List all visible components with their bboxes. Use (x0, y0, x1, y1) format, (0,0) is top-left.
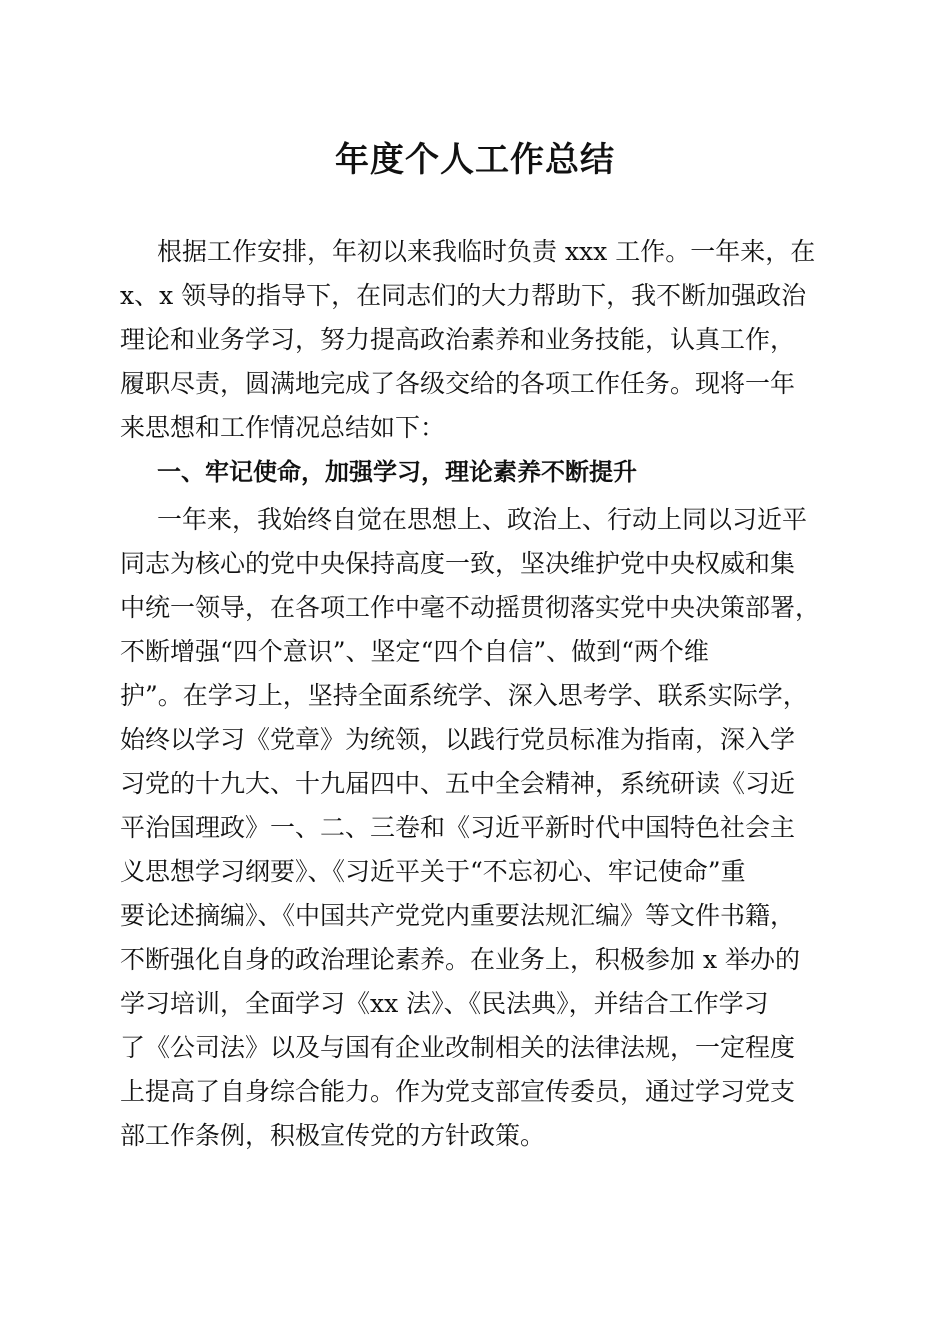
body-line: 习党的十九大、十九届四中、五中全会精神，系统研读《习近 (120, 769, 796, 798)
body-line: 不断强化自身的政治理论素养。在业务上，积极参加 x 举办的 (120, 945, 800, 974)
body-line: 义思想学习纲要》、《习近平关于“不忘初心、牢记使命”重 (120, 857, 746, 886)
body-line: 一年来，我始终自觉在思想上、政治上、行动上同以习近平 (157, 505, 808, 534)
body-line: 上提高了自身综合能力。作为党支部宣传委员，通过学习党支 (120, 1077, 796, 1106)
body-line: 学习培训，全面学习《xx 法》、《民法典》，并结合工作学习 (120, 989, 769, 1018)
body-line: 护”。在学习上，坚持全面系统学、深入思考学、联系实际学， (120, 681, 808, 710)
intro-line: 理论和业务学习，努力提高政治素养和业务技能，认真工作， (120, 325, 796, 354)
body-line: 始终以学习《党章》为统领，以践行党员标准为指南，深入学 (120, 725, 796, 754)
body-line: 要论述摘编》、《中国共产党党内重要法规汇编》等文件书籍， (120, 901, 796, 930)
intro-line: 根据工作安排，年初以来我临时负责 xxx 工作。一年来，在 (157, 237, 816, 266)
intro-line: 履职尽责，圆满地完成了各级交给的各项工作任务。现将一年 (120, 369, 796, 398)
body-line: 平治国理政》一、二、三卷和《习近平新时代中国特色社会主 (120, 813, 796, 842)
section-heading: 一、牢记使命，加强学习，理论素养不断提升 (157, 458, 637, 486)
body-line: 中统一领导，在各项工作中毫不动摇贯彻落实党中央决策部署， (120, 593, 821, 622)
body-line: 部工作条例，积极宣传党的方针政策。 (120, 1121, 546, 1150)
body-line: 同志为核心的党中央保持高度一致，坚决维护党中央权威和集 (120, 549, 796, 578)
body-line: 了《公司法》以及与国有企业改制相关的法律法规，一定程度 (120, 1033, 796, 1062)
intro-line: 来思想和工作情况总结如下： (120, 413, 446, 442)
document-title: 年度个人工作总结 (335, 140, 615, 180)
body-line: 不断增强“四个意识”、坚定“四个自信”、做到“两个维 (120, 637, 709, 666)
intro-line: x、x 领导的指导下，在同志们的大力帮助下，我不断加强政治 (120, 281, 807, 310)
